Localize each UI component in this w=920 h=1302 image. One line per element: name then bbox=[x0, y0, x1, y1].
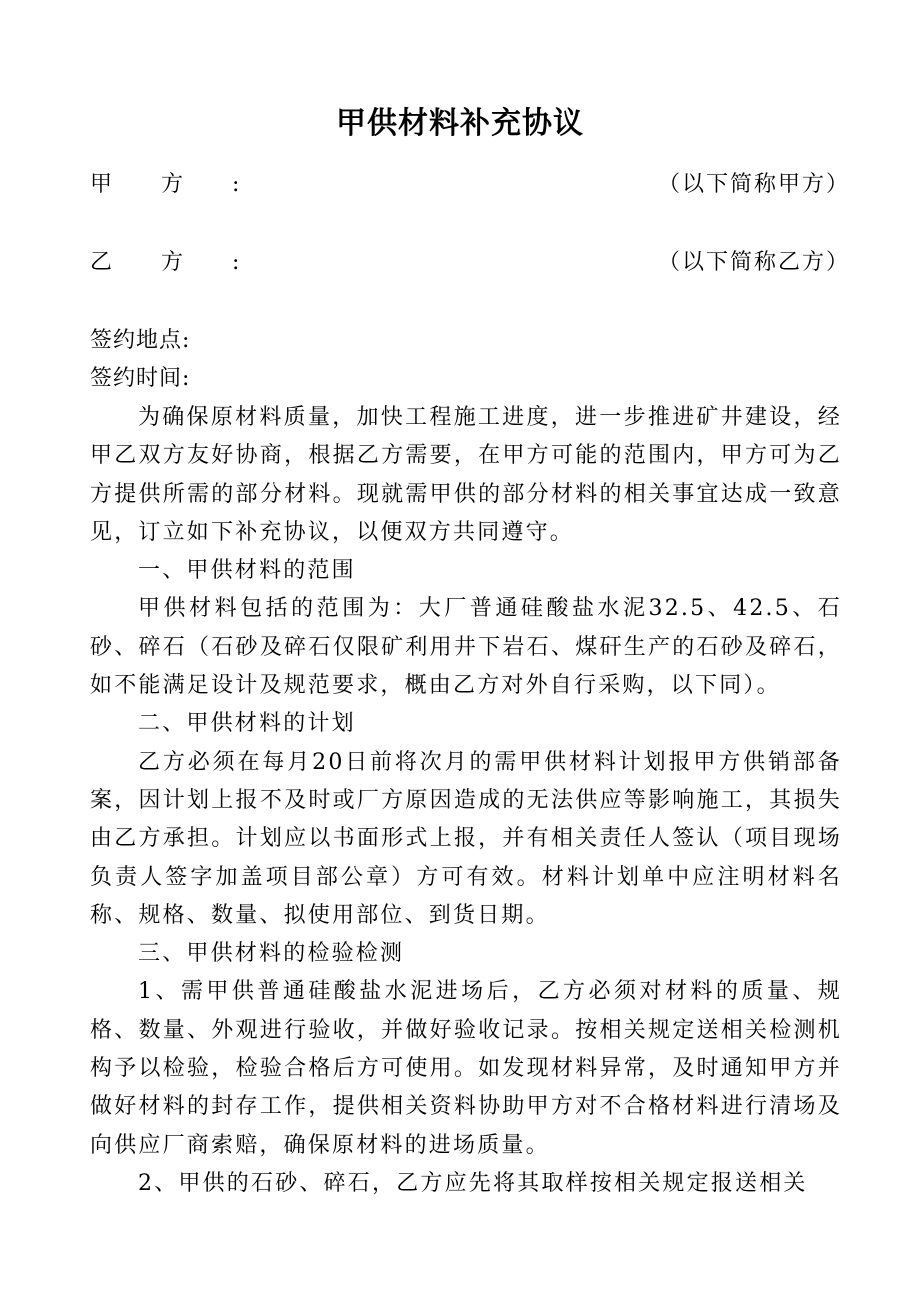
intro-paragraph: 为确保原材料质量，加快工程施工进度，进一步推进矿井建设，经甲乙双方友好协商，根据乙方需要，在甲方可能的范围内，甲方可为乙方提供所需的部分材料。现就需甲供的部分材料的相关事宜达成一致意见，订立如下补充协议，以便双方共同遵守。 bbox=[90, 405, 842, 545]
body-paragraph: 2、甲供的石砂、碎石，乙方应先将其取样按相关规定报送相关 bbox=[138, 1170, 808, 1196]
sign-time-field: 签约时间: bbox=[90, 366, 191, 391]
document-title: 甲供材料补充协议 bbox=[336, 106, 584, 141]
section-heading: 一、甲供材料的范围 bbox=[138, 558, 356, 584]
body-paragraph: 甲供材料包括的范围为：大厂普通硅酸盐水泥32.5、42.5、石砂、碎石（石砂及碎石仅限矿利用井下岩石、煤矸生产的石砂及碎石，如不能满足设计及规范要求，概由乙方对外自行采购，以下同）。 bbox=[90, 596, 842, 699]
party-a-row bbox=[90, 169, 850, 201]
party-b-label: 乙方: bbox=[90, 250, 289, 275]
sign-place-field: 签约地点: bbox=[90, 328, 191, 353]
body-paragraph: 乙方必须在每月20日前将次月的需甲供材料计划报甲方供销部备案，因计划上报不及时或厂方原因造成的无法供应等影响施工，其损失由乙方承担。计划应以书面形式上报，并有相关责任人签认（项目现场负责人签字加盖项目部公章）方可有效。材料计划单中应注明材料名称、规格、数量、拟使用部位、到货日期。 bbox=[90, 749, 842, 928]
party-b-note: （以下简称乙方） bbox=[657, 250, 850, 275]
party-b-row bbox=[90, 247, 850, 279]
section-heading: 二、甲供材料的计划 bbox=[138, 711, 356, 737]
party-a-label: 甲方: bbox=[90, 172, 289, 197]
agreement-body bbox=[90, 399, 842, 1203]
body-paragraph: 1、需甲供普通硅酸盐水泥进场后，乙方必须对材料的质量、规格、数量、外观进行验收，并做好验收记录。按相关规定送相关检测机构予以检验，检验合格后方可使用。如发现材料异常，及时通知甲方并做好材料的封存工作，提供相关资料协助甲方对不合格材料进行清场及向供应厂商索赔，确保原材料的进场质量。 bbox=[90, 979, 842, 1158]
party-a-note: （以下简称甲方） bbox=[657, 172, 850, 197]
section-heading: 三、甲供材料的检验检测 bbox=[138, 941, 405, 967]
